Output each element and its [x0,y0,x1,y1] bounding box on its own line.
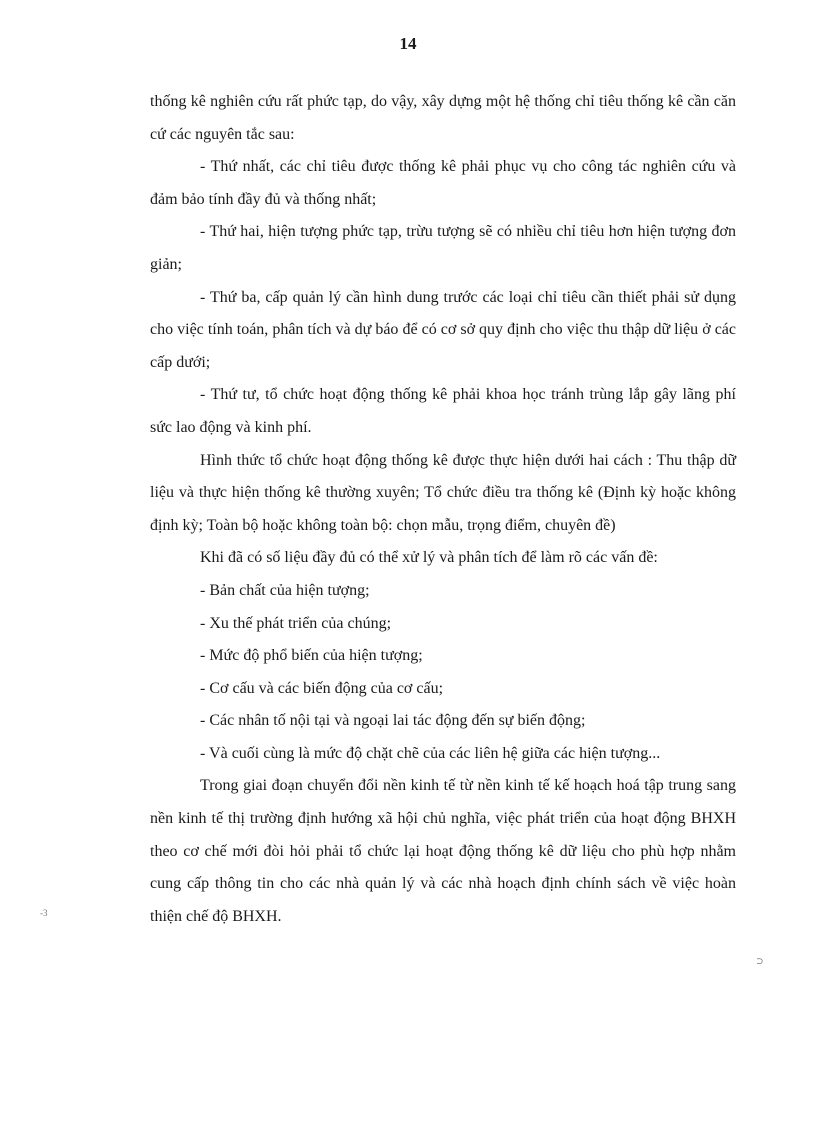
paragraph-principle-1: - Thứ nhất, các chỉ tiêu được thống kê phải phục vụ cho công tác nghiên cứu và đảm bảo tính đầy đủ và thống nhất; [150,158,736,208]
paragraph-organization-forms: Hình thức tổ chức hoạt động thống kê được thực hiện dưới hai cách : Thu thập dữ liệu và thực hiện thống kê thường xuyên; Tổ chức điều tra thống kê (Định kỳ hoặc không định kỳ; Toàn bộ hoặc không toàn bộ: chọn mẫu, trọng điểm, chuyên đề) [150,451,736,534]
paragraph-continuation: thống kê nghiên cứu rất phức tạp, do vậy, xây dựng một hệ thống chỉ tiêu thống kê cần căn cứ các nguyên tắc sau: [150,93,736,143]
list-item: - Cơ cấu và các biến động của cơ cấu; [200,679,444,697]
paragraph-principle-3: - Thứ ba, cấp quản lý cần hình dung trước các loại chỉ tiêu cần thiết phải sử dụng cho việc tính toán, phân tích và dự báo để có cơ sở quy định cho việc thu thập dữ liệu ở các cấp dưới; [150,288,736,371]
paragraph-principle-2: - Thứ hai, hiện tượng phức tạp, trừu tượng sẽ có nhiều chỉ tiêu hơn hiện tượng đơn giản; [150,223,736,273]
list-item: - Bản chất của hiện tượng; [200,581,370,599]
scan-speck-right: ⊃ [756,956,764,966]
page-number: 14 [399,34,417,53]
scan-speck-left: -3 [40,908,48,918]
list-item: - Xu thế phát triển của chúng; [200,614,392,632]
body-text [150,86,736,933]
list-item: - Và cuối cùng là mức độ chặt chẽ của các liên hệ giữa các hiện tượng... [200,744,661,762]
paragraph-principle-4: - Thứ tư, tổ chức hoạt động thống kê phải khoa học tránh trùng lắp gây lãng phí sức lao động và kinh phí. [150,386,736,436]
paragraph-analysis-intro: Khi đã có số liệu đầy đủ có thể xử lý và phân tích để làm rõ các vấn đề: [200,549,658,567]
list-item: - Mức độ phổ biến của hiện tượng; [200,647,423,665]
list-item: - Các nhân tố nội tại và ngoại lai tác động đến sự biến động; [200,712,586,730]
paragraph-conclusion: Trong giai đoạn chuyển đổi nền kinh tế từ nền kinh tế kế hoạch hoá tập trung sang nền kinh tế thị trường định hướng xã hội chủ nghĩa, việc phát triển của hoạt động BHXH theo cơ chế mới đòi hỏi phải tổ chức lại hoạt động thống kê dữ liệu cho phù hợp nhằm cung cấp thông tin cho các nhà quản lý và các nhà hoạch định chính sách về việc hoàn thiện chế độ BHXH. [150,777,736,925]
